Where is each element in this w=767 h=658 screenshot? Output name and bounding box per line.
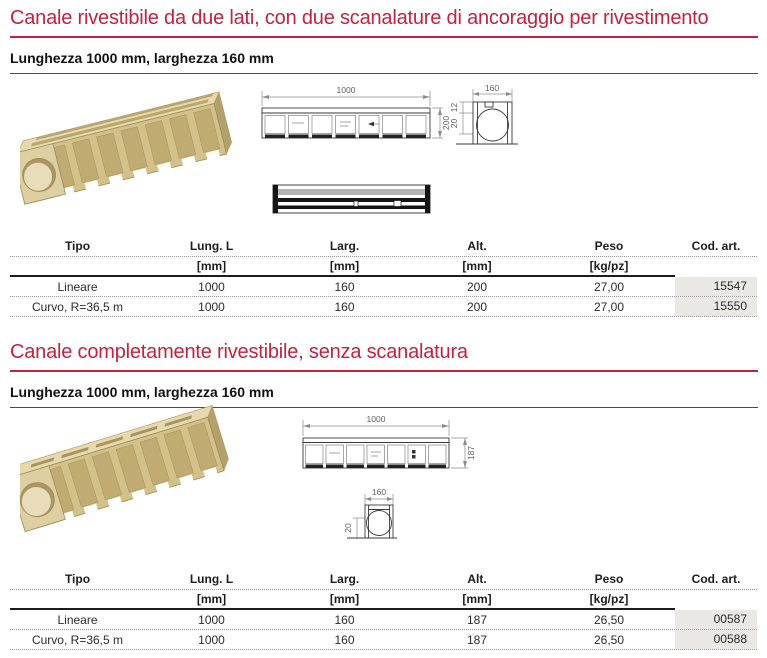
cell-cod-art: 15550 xyxy=(675,297,757,316)
dim-height-2: 187 xyxy=(466,445,476,461)
technical-drawing-plain xyxy=(295,412,510,554)
cell-alt: 200 xyxy=(466,279,488,294)
unit-cell xyxy=(10,590,145,610)
unit-cell: [mm] xyxy=(145,257,278,277)
cell-tipo: Lineare xyxy=(57,612,98,627)
cell-larg: 160 xyxy=(334,612,355,627)
section-2-title: Canale completamente rivestibile, senza scanalatura xyxy=(10,340,758,372)
cell-lung: 1000 xyxy=(198,632,225,647)
col-header-larg: Larg. xyxy=(329,572,360,586)
cell-tipo: Curvo, R=36,5 m xyxy=(31,632,124,647)
unit-cell xyxy=(10,257,145,277)
product-photo-plain-channel xyxy=(20,404,252,558)
col-header-cod: Cod. art. xyxy=(691,239,741,253)
cell-alt: 187 xyxy=(466,612,488,627)
dim-section-width-1: 160 xyxy=(484,83,500,93)
table-units-row xyxy=(10,257,757,277)
table-row-curvo xyxy=(10,630,757,650)
unit-cell: [mm] xyxy=(411,590,543,610)
table-row-curvo xyxy=(10,297,757,317)
table-row-lineare xyxy=(10,610,757,630)
dim-length-2: 1000 xyxy=(366,414,386,424)
table-header-row xyxy=(10,569,757,590)
dim-wall-2: 20 xyxy=(343,523,353,533)
unit-cell xyxy=(675,257,757,277)
cell-tipo: Lineare xyxy=(57,279,98,294)
cell-peso: 27,00 xyxy=(593,299,625,314)
technical-drawing-grooved xyxy=(256,82,526,222)
unit-cell: [mm] xyxy=(278,590,411,610)
cell-cod-art: 15547 xyxy=(675,277,757,296)
cell-lung: 1000 xyxy=(198,612,225,627)
cell-cod-art: 00587 xyxy=(675,610,757,629)
col-header-peso: Peso xyxy=(594,239,624,253)
table-row-lineare xyxy=(10,277,757,297)
dim-height-1: 200 xyxy=(441,115,451,131)
dim-wall-1: 20 xyxy=(449,118,459,129)
dim-length-1: 1000 xyxy=(336,85,356,95)
unit-cell: [kg/pz] xyxy=(543,257,675,277)
spec-table-grooved xyxy=(10,236,757,317)
dim-groove-depth: 12 xyxy=(449,102,459,113)
cell-alt: 187 xyxy=(466,632,488,647)
col-header-alt: Alt. xyxy=(467,572,487,586)
cell-lung: 1000 xyxy=(198,279,225,294)
dim-section-width-2: 160 xyxy=(371,487,387,497)
cell-alt: 200 xyxy=(466,299,488,314)
cell-larg: 160 xyxy=(334,299,355,314)
unit-cell: [mm] xyxy=(145,590,278,610)
product-photo-grooved-channel xyxy=(20,86,252,231)
section-1-subtitle: Lunghezza 1000 mm, larghezza 160 mm xyxy=(10,50,758,74)
cell-tipo: Curvo, R=36,5 m xyxy=(31,299,124,314)
cell-peso: 26,50 xyxy=(593,632,625,647)
col-header-alt: Alt. xyxy=(467,239,487,253)
section-2-subtitle: Lunghezza 1000 mm, larghezza 160 mm xyxy=(10,384,758,408)
unit-cell xyxy=(675,590,757,610)
col-header-tipo: Tipo xyxy=(64,572,91,586)
section-1-title: Canale rivestibile da due lati, con due scanalature di ancoraggio per rivestimento xyxy=(10,6,758,38)
col-header-larg: Larg. xyxy=(329,239,360,253)
col-header-tipo: Tipo xyxy=(64,239,91,253)
cell-peso: 26,50 xyxy=(593,612,625,627)
cell-cod-art: 00588 xyxy=(675,630,757,649)
unit-cell: [kg/pz] xyxy=(543,590,675,610)
col-header-cod: Cod. art. xyxy=(691,572,741,586)
cell-peso: 27,00 xyxy=(593,279,625,294)
table-header-row xyxy=(10,236,757,257)
spec-table-plain xyxy=(10,569,757,650)
top-view xyxy=(273,185,430,213)
table-units-row xyxy=(10,590,757,610)
col-header-lung: Lung. L xyxy=(189,239,234,253)
cell-larg: 160 xyxy=(334,279,355,294)
unit-cell: [mm] xyxy=(278,257,411,277)
col-header-peso: Peso xyxy=(594,572,624,586)
unit-cell: [mm] xyxy=(411,257,543,277)
cell-larg: 160 xyxy=(334,632,355,647)
col-header-lung: Lung. L xyxy=(189,572,234,586)
cell-lung: 1000 xyxy=(198,299,225,314)
